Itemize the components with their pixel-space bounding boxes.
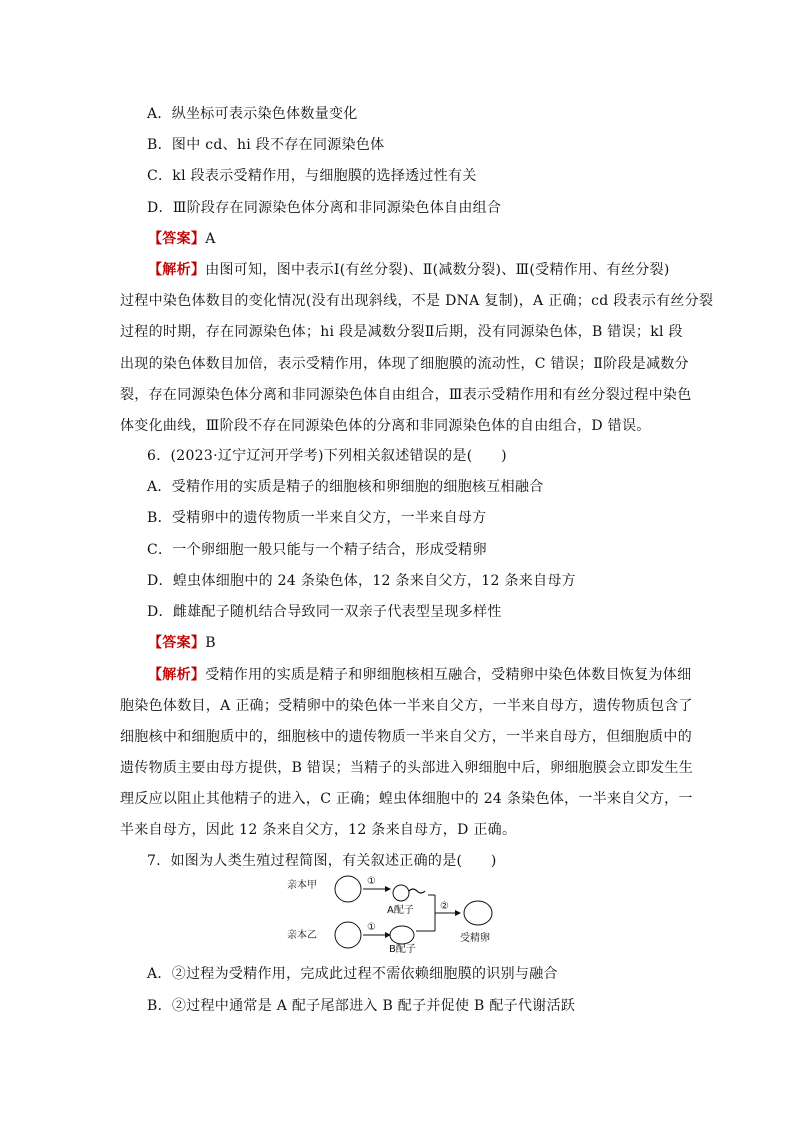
q5-analysis-line-4: 出现的染色体数目加倍，表示受精作用，体现了细胞膜的流动性，C 错误；Ⅱ阶段是减数分	[120, 356, 689, 372]
gamete-b-label: B配子	[389, 944, 416, 953]
q6-analysis-line-2: 胞染色体数目，A 正确；受精卵中的染色体一半来自父方，一半来自母方，遗传物质包含了	[120, 698, 693, 714]
reproduction-diagram-svg	[285, 873, 515, 953]
q6-option-b: B．受精卵中的遗传物质一半来自父方，一半来自母方	[147, 510, 487, 526]
q5-option-a: A．纵坐标可表示染色体数量变化	[147, 106, 358, 122]
q6-option-d: D．蝗虫体细胞中的 24 条染色体，12 条来自父方，12 条来自母方	[147, 573, 576, 589]
reproduction-diagram	[285, 873, 515, 953]
analysis-text: 由图可知，图中表示Ⅰ(有丝分裂)、Ⅱ(减数分裂)、Ⅲ(受精作用、有丝分裂)	[205, 262, 670, 278]
q5-option-d: D．Ⅲ阶段存在同源染色体分离和非同源染色体自由组合	[147, 200, 502, 216]
gamete-a-circle	[393, 885, 409, 901]
q5-analysis-line-3: 过程的时期，存在同源染色体；hi 段是减数分裂Ⅱ后期，没有同源染色体，B 错误；kl 段	[120, 324, 683, 340]
q6-analysis-line-1	[148, 665, 691, 685]
answer-tag: 【答案】	[148, 635, 206, 651]
q5-analysis-line-1	[148, 260, 670, 280]
q6-analysis-line-4: 遗传物质主要由母方提供，B 错误；当精子的头部进入卵细胞中后，卵细胞膜会立即发生生	[120, 760, 694, 776]
gamete-a-label: A配子	[387, 905, 414, 916]
step1-bottom-label: ①	[367, 922, 376, 933]
step2-label: ②	[440, 901, 449, 912]
q7-option-a: A．②过程为受精作用，完成此过程不需依赖细胞膜的识别与融合	[147, 966, 558, 982]
q5-answer	[148, 229, 216, 249]
arrow-head	[385, 886, 391, 892]
q5-option-b: B．图中 cd、hi 段不存在同源染色体	[147, 137, 385, 153]
answer-tag: 【答案】	[148, 231, 206, 247]
q7-option-b: B．②过程中通常是 A 配子尾部进入 B 配子并促使 B 配子代谢活跃	[147, 998, 576, 1014]
q5-option-c: C．kl 段表示受精作用，与细胞膜的选择透过性有关	[147, 168, 477, 184]
zygote-ellipse	[464, 901, 492, 925]
q5-analysis-line-2: 过程中染色体数目的变化情况(没有出现斜线，不是 DNA 复制)，A 正确；cd 段表示有丝分裂	[120, 293, 714, 309]
gamete-b-ellipse	[390, 926, 414, 944]
arrow-head	[455, 910, 461, 916]
zygote-label: 受精卵	[460, 933, 490, 944]
q7-stem: 7．如图为人类生殖过程简图，有关叙述正确的是( )	[147, 853, 497, 869]
sperm-tail-icon	[409, 889, 425, 893]
q6-analysis-line-5: 理反应以阻止其他精子的进入，C 正确；蝗虫体细胞中的 24 条染色体，一半来自父方，一	[120, 791, 693, 807]
parent-a-label: 亲本甲	[287, 880, 317, 891]
q5-analysis-line-5: 裂，存在同源染色体分离和非同源染色体自由组合，Ⅲ表示受精作用和有丝分裂过程中染色	[120, 387, 692, 403]
q6-analysis-line-3: 细胞核中和细胞质中的，细胞核中的遗传物质一半来自父方，一半来自母方，但细胞质中的	[120, 729, 692, 745]
q6-analysis-line-6: 半来自母方，因此 12 条来自父方，12 条来自母方，D 正确。	[120, 822, 517, 838]
q6-option-a: A．受精作用的实质是精子的细胞核和卵细胞的细胞核互相融合	[147, 479, 544, 495]
analysis-text: 受精作用的实质是精子和卵细胞核相互融合，受精卵中染色体数目恢复为体细	[205, 667, 692, 683]
analysis-tag: 【解析】	[148, 667, 206, 683]
parent-b-circle	[335, 922, 361, 948]
parent-b-label: 亲本乙	[287, 930, 317, 941]
answer-value: A	[205, 231, 216, 247]
q6-option-c: C．一个卵细胞一般只能与一个精子结合，形成受精卵	[147, 542, 487, 558]
q5-analysis-line-6: 体变化曲线，Ⅲ阶段不存在同源染色体的分离和非同源染色体的自由组合，D 错误。	[120, 418, 651, 434]
q6-option-d2: D．雌雄配子随机结合导致同一双亲子代表型呈现多样性	[147, 604, 502, 620]
answer-value: B	[205, 635, 216, 651]
parent-a-circle	[335, 876, 361, 902]
q6-stem: 6．(2023·辽宁辽河开学考)下列相关叙述错误的是( )	[147, 448, 507, 464]
step1-top-label: ①	[367, 876, 376, 887]
analysis-tag: 【解析】	[148, 262, 206, 278]
q6-answer	[148, 633, 216, 653]
